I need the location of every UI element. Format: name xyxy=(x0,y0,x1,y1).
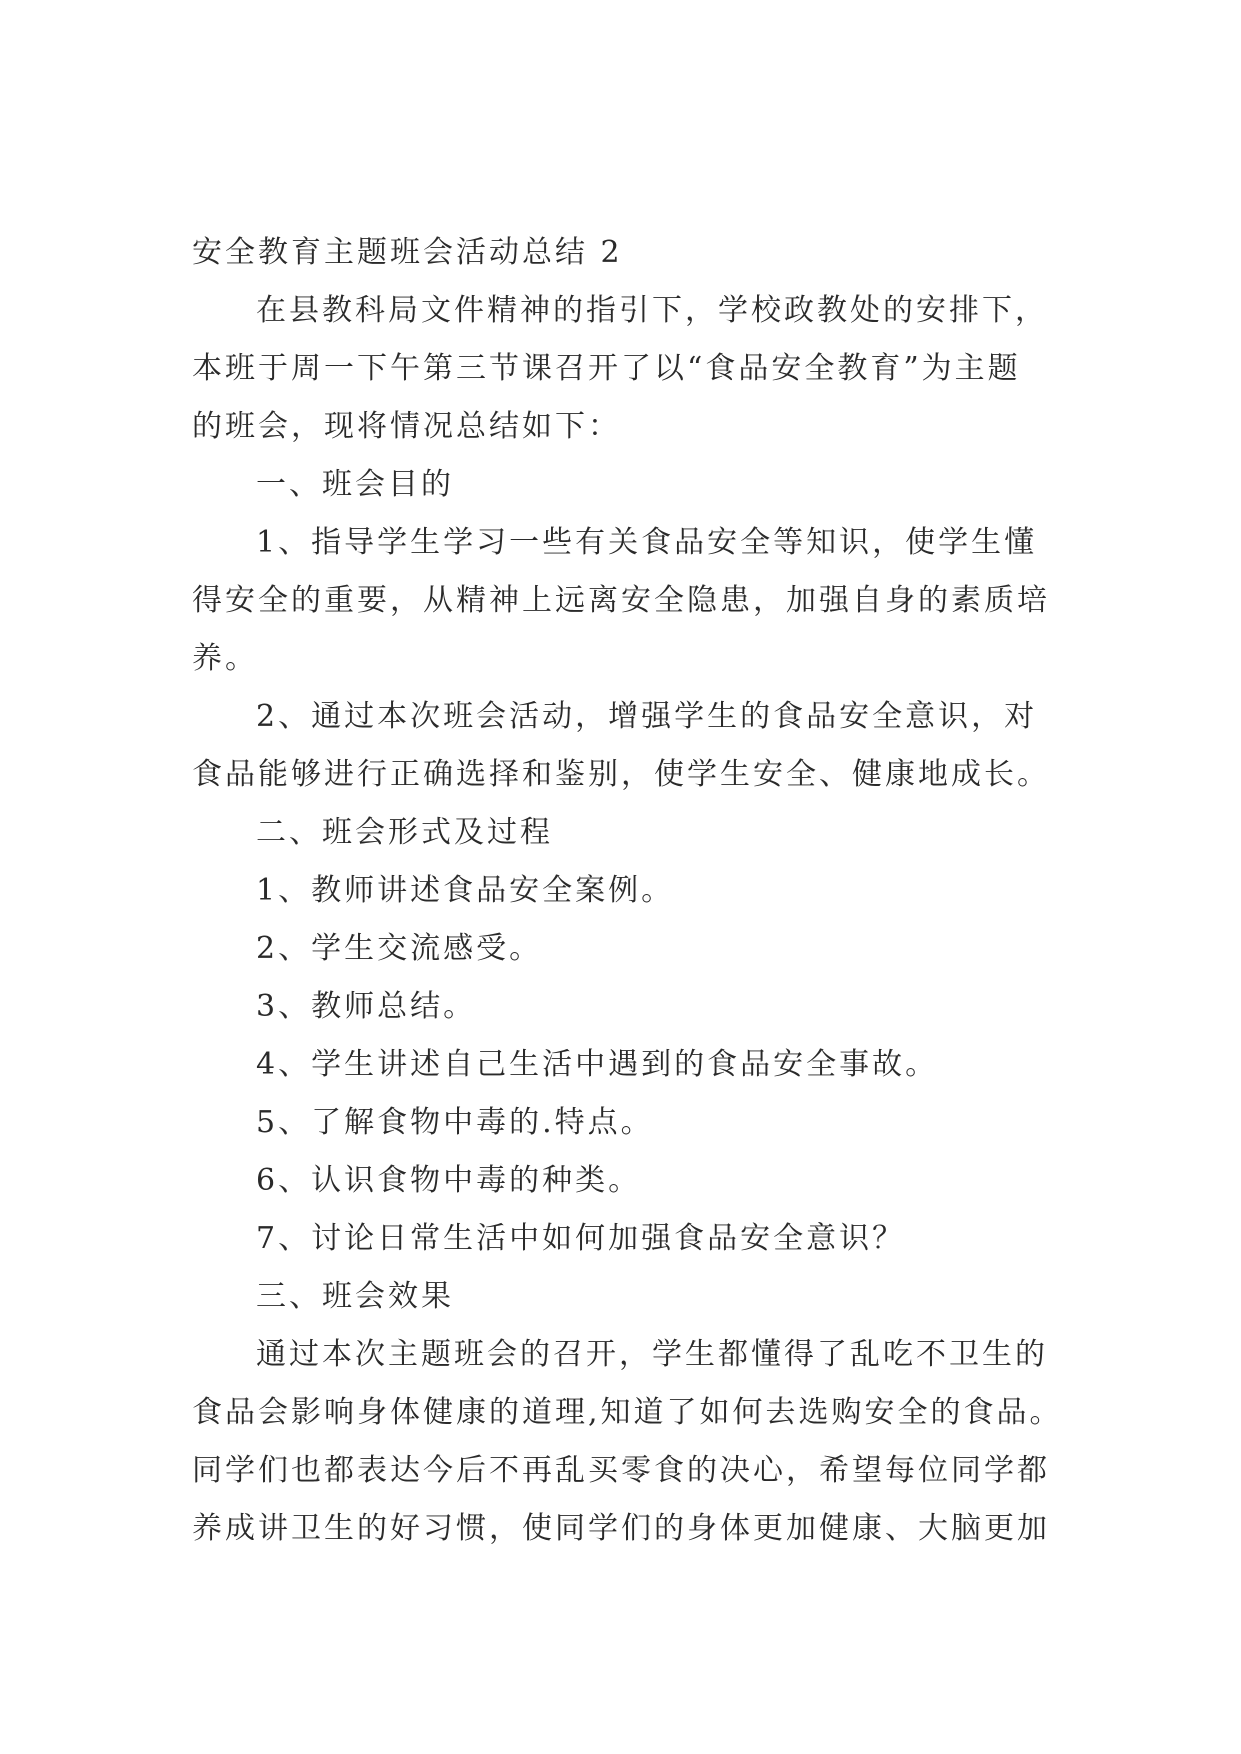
text-line: 养成讲卫生的好习惯，使同学们的身体更加健康、大脑更加 xyxy=(192,1511,1050,1546)
text-line: 的班会，现将情况总结如下： xyxy=(192,409,621,444)
text-line: 6、认识食物中毒的种类。 xyxy=(256,1163,642,1198)
text-line: 通过本次主题班会的召开，学生都懂得了乱吃不卫生的 xyxy=(256,1337,1048,1372)
text-line: 一、班会目的 xyxy=(256,467,454,502)
text-line: 2、学生交流感受。 xyxy=(256,931,543,966)
document-title: 安全教育主题班会活动总结 2 xyxy=(192,235,623,270)
text-line: 在县教科局文件精神的指引下，学校政教处的安排下， xyxy=(256,293,1048,328)
text-line: 食品能够进行正确选择和鉴别，使学生安全、健康地成长。 xyxy=(192,757,1050,792)
text-line: 三、班会效果 xyxy=(256,1279,454,1314)
text-line: 7、讨论日常生活中如何加强食品安全意识？ xyxy=(256,1221,906,1256)
document-content xyxy=(192,224,1072,1558)
document-body xyxy=(192,282,1072,1558)
text-line: 1、指导学生学习一些有关食品安全等知识，使学生懂 xyxy=(256,525,1038,560)
text-line: 本班于周一下午第三节课召开了以“食品安全教育”为主题 xyxy=(192,351,1021,386)
text-line: 2、通过本次班会活动，增强学生的食品安全意识，对 xyxy=(256,699,1038,734)
text-line: 得安全的重要，从精神上远离安全隐患，加强自身的素质培 xyxy=(192,583,1050,618)
text-line: 4、学生讲述自己生活中遇到的食品安全事故。 xyxy=(256,1047,939,1082)
text-line: 养。 xyxy=(192,641,258,676)
text-line: 二、班会形式及过程 xyxy=(256,815,553,850)
text-line: 同学们也都表达今后不再乱买零食的决心，希望每位同学都 xyxy=(192,1453,1050,1488)
text-line: 3、教师总结。 xyxy=(256,989,477,1024)
text-line: 1、教师讲述食品安全案例。 xyxy=(256,873,675,908)
text-line: 食品会影响身体健康的道理,知道了如何去选购安全的食品。 xyxy=(192,1395,1063,1430)
text-line: 5、了解食物中毒的.特点。 xyxy=(256,1105,654,1140)
